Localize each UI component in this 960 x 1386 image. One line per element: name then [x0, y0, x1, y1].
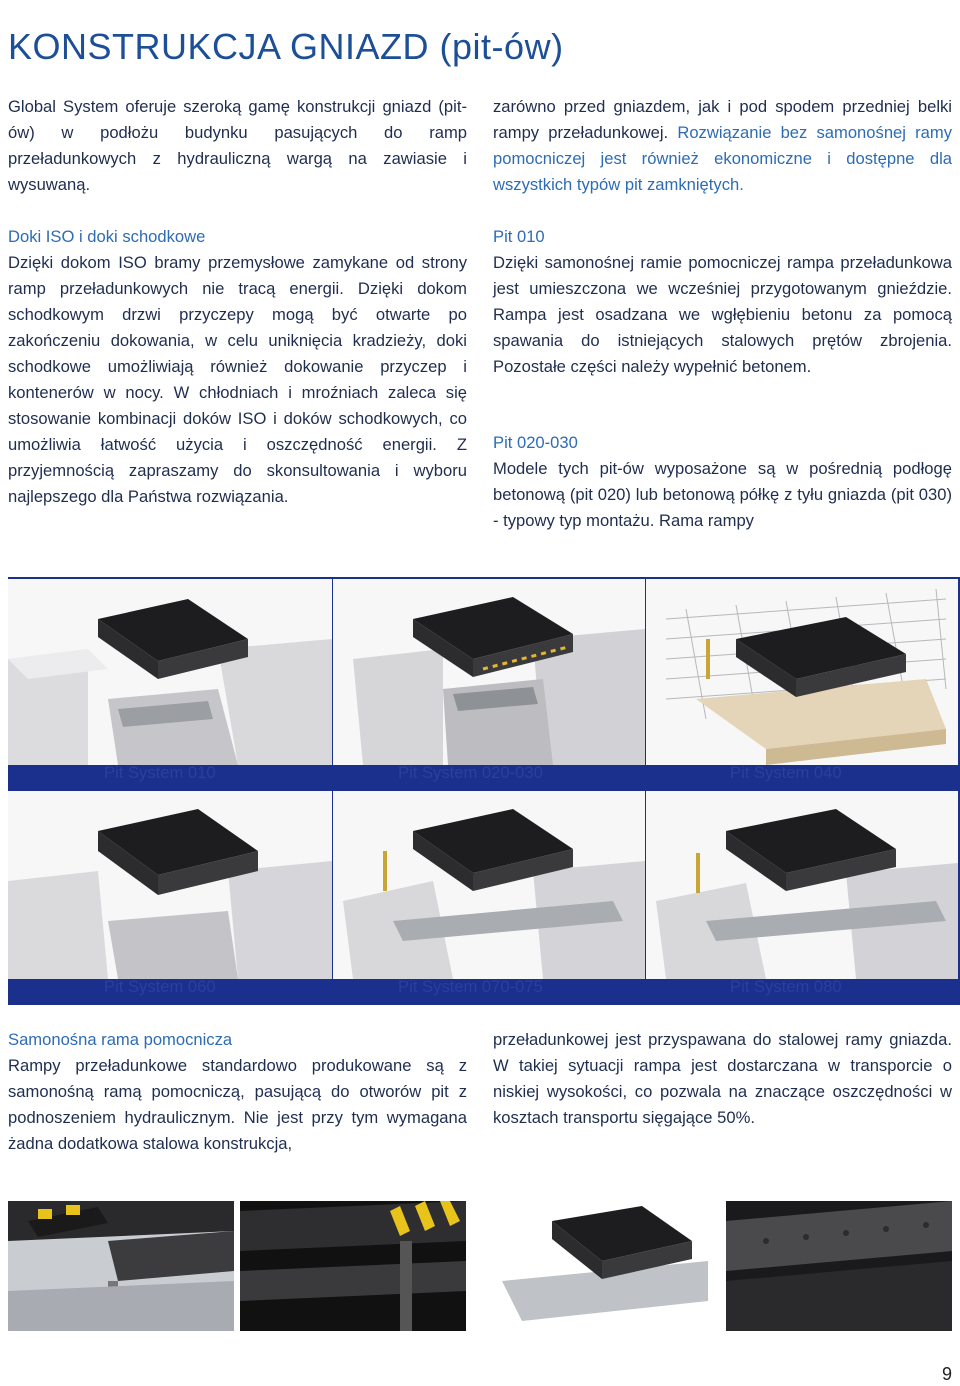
- pit020-body: Modele tych pit-ów wyposażone są w pośrednią podłogę betonową (pit 020) lub betonową półkę z tyłu gniazda (pit 030) - typowy typ montażu. Rama rampy: [493, 459, 952, 530]
- pit-080-image: [646, 791, 958, 979]
- caption-pit-010: Pit System 010: [104, 763, 216, 782]
- pit-070-075-image: [333, 791, 645, 979]
- iso-section: [8, 224, 467, 510]
- pit-system-gallery: [8, 577, 960, 1005]
- bottom-photo-1: [8, 1201, 234, 1331]
- page-number: 9: [941, 1364, 952, 1384]
- caption-pit-070-075: Pit System 070-075: [398, 977, 543, 996]
- pit-060-image: [8, 791, 332, 979]
- pit-040-image: [646, 579, 958, 765]
- pit-020-030-image: [333, 579, 645, 765]
- pit020-section: [493, 430, 952, 534]
- bottom-photo-2: [240, 1201, 466, 1331]
- caption-pit-080: Pit System 080: [730, 977, 842, 996]
- pit010-section: [493, 224, 952, 380]
- frame-heading: Samonośna rama pomocnicza: [8, 1030, 233, 1049]
- iso-body: Dzięki dokom ISO bramy przemysłowe zamykane od strony ramp przeładunkowych nie tracą energii. Dzięki dokom schodkowym drzwi przyczepy mogą być otwarte po zakończeniu dokowania, w celu uniknięcia kradzieży, doki schodkowe umożliwiają również dokowanie przyczep i kontenerów w nocy. W chłodniach i mroźniach zaleca się stosowanie kombinacji doków ISO i doków schodkowych, co umożliwia łatwość użycia i oszczędność energii. Z przyjemnością zapraszamy do skonsultowania i wyboru najlepszego dla Państwa rozwiązania.: [8, 253, 467, 506]
- intro-left-text: Global System oferuje szeroką gamę konstrukcji gniazd (pit-ów) w podłożu budynku pasujących do ramp przeładunkowych z hydrauliczną wargą na zawiasie i wysuwaną.: [8, 97, 467, 194]
- pit010-heading: Pit 010: [493, 227, 545, 246]
- pit020-heading: Pit 020-030: [493, 433, 578, 452]
- frame-continued-text: przeładunkowej jest przyspawana do stalowej ramy gniazda. W takiej sytuacji rampa jest dostarczana w transporcie o niskiej wysokości, co pozwala na znaczące oszczędności w kosztach transportu sięgające 50%.: [493, 1030, 952, 1127]
- pit-010-image: [8, 579, 332, 765]
- bottom-photo-4: [726, 1201, 952, 1331]
- caption-pit-060: Pit System 060: [104, 977, 216, 996]
- caption-pit-040: Pit System 040: [730, 763, 842, 782]
- frame-section: [8, 1027, 467, 1157]
- intro-right-column: [493, 94, 952, 198]
- page-title: KONSTRUKCJA GNIAZD (pit-ów): [8, 26, 564, 68]
- intro-right-part1: zarówno przed gniazdem, jak i pod spodem przedniej belki rampy przeładunkowej.: [493, 97, 952, 142]
- intro-right-part2: Rozwiązanie bez samonośnej ramy pomocniczej jest również ekonomiczne i dostępne dla wszystkich typów pit zamkniętych.: [493, 123, 952, 194]
- pit010-body: Dzięki samonośnej ramie pomocniczej rampa przeładunkowa jest umieszczona we wcześniej przygotowanym gnieździe. Rampa jest osadzana we wgłębieniu betonu za pomocą spawania do istniejących stalowych prętów zbrojenia. Pozostałe części należy wypełnić betonem.: [493, 253, 952, 376]
- intro-left-column: [8, 94, 467, 198]
- frame-body: Rampy przeładunkowe standardowo produkowane są z samonośną ramą pomocniczą, pasującą do otworów pit z podnoszeniem hydraulicznym. Nie jest przy tym wymagana żadna dodatkowa stalowa konstrukcja,: [8, 1056, 467, 1153]
- iso-heading: Doki ISO i doki schodkowe: [8, 227, 206, 246]
- intro-right-text: [493, 94, 952, 198]
- frame-continued-column: [493, 1027, 952, 1131]
- caption-pit-020-030: Pit System 020-030: [398, 763, 543, 782]
- bottom-photo-3: [482, 1201, 708, 1331]
